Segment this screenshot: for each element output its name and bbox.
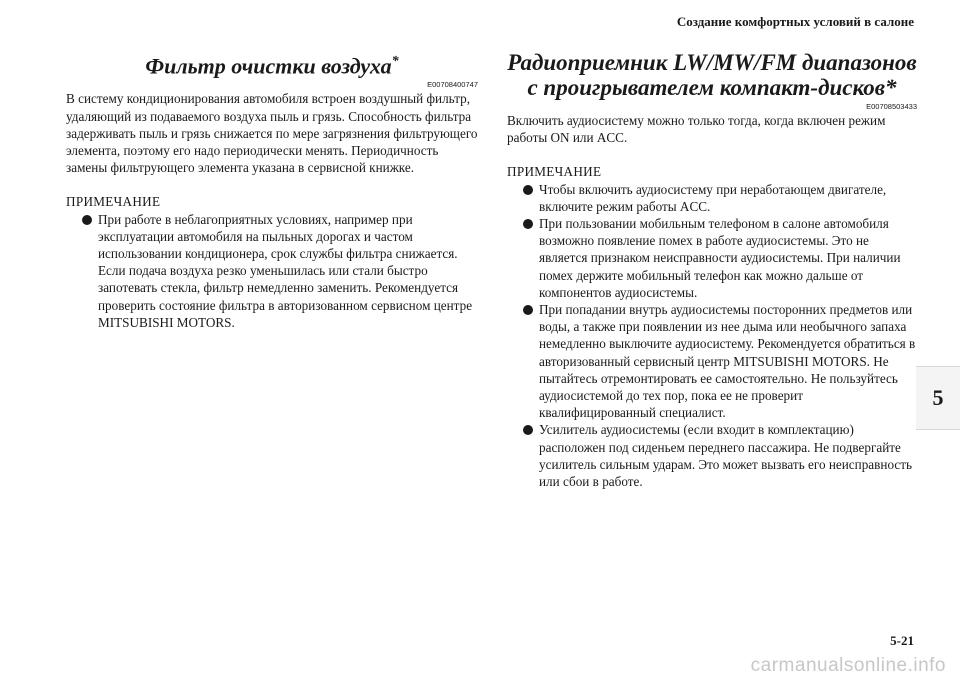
section-title <box>66 50 478 78</box>
section-title-line-1: Радиоприемник LW/MW/FM диапазонов <box>507 50 917 75</box>
note-item <box>507 301 917 421</box>
chapter-tab: 5 <box>916 366 960 430</box>
optional-equipment-mark: * <box>391 54 399 69</box>
note-item-text: Усилитель аудиосистемы (если входит в комплектацию) расположен под сиденьем переднего пассажира. Не подвергайте усилитель сильным ударам. Это может вызвать его неисправность или сбои в работе. <box>539 422 912 490</box>
bullet-icon <box>523 425 533 435</box>
note-label: ПРИМЕЧАНИЕ <box>66 194 161 210</box>
note-item <box>507 181 917 215</box>
bullet-icon <box>523 185 533 195</box>
note-item-text: Чтобы включить аудиосистему при неработающем двигателе, включите режим работы ACC. <box>539 181 887 214</box>
body-paragraph: Включить аудиосистему можно только тогда, когда включен режим работы ON или ACC. <box>507 113 886 146</box>
section-title-line-2: с проигрывателем компакт-дисков* <box>527 75 897 100</box>
note-label: ПРИМЕЧАНИЕ <box>507 164 602 180</box>
note-list <box>507 181 917 491</box>
note-item <box>507 421 917 490</box>
note-item-text: При пользовании мобильным телефоном в салоне автомобиля возможно появление помех в работе аудиосистемы. Это не является признаком неисправности аудиосистемы. При наличии помех держите мобильный телефон как можно дальше от компонентов аудиосистемы. <box>539 216 901 300</box>
section-title <box>507 50 917 100</box>
bullet-icon <box>523 219 533 229</box>
section-title-text: Фильтр очистки воздуха <box>145 53 392 79</box>
watermark: carmanualsonline.info <box>750 655 946 676</box>
air-filter-section <box>66 50 478 331</box>
running-header: Создание комфортных условий в салоне <box>676 14 914 29</box>
bullet-icon <box>523 305 533 315</box>
note-item-text: При работе в неблагоприятных условиях, например при эксплуатации автомобиля на пыльных дорогах и частом использовании кондиционера, срок службы фильтра снижается. Если подача воздуха резко уменьшилась или стали быстро запотевать стекла, фильтр немедленно заменить. Рекомендуется проверить состояние фильтра в авторизованном сервисном центре MITSUBISHI MOTORS. <box>98 211 473 330</box>
note-item <box>66 211 478 331</box>
bullet-icon <box>82 215 92 225</box>
note-item <box>507 215 917 301</box>
note-item-text: При попадании внутрь аудиосистемы посторонних предметов или воды, а также при появлении из нее дыма или необычного запаха немедленно выключите аудиосистему. Рекомендуется обратиться в авторизованный сервисный центр MITSUBISHI MOTORS. Не пытайтесь отремонтировать ее самостоятельно. Не пользуйтесь аудиосистемой до тех пор, пока ее не проверит квалифицированный специалист. <box>539 302 916 421</box>
page-number: 5-21 <box>890 633 914 648</box>
body-paragraph: В систему кондиционирования автомобиля встроен воздушный фильтр, удаляющий из подаваемого воздуха пыль и грязь. Способность фильтра задерживать пыль и грязь снижается по мере загрязнения фильтрующего элемента, поэтому его надо периодически менять. Периодичность замены фильтрующего элемента указана в сервисной книжке. <box>66 91 478 176</box>
section-code: E00708400747 <box>427 80 478 90</box>
note-list <box>66 211 478 331</box>
section-code: E00708503433 <box>866 102 917 111</box>
radio-section <box>507 50 917 490</box>
